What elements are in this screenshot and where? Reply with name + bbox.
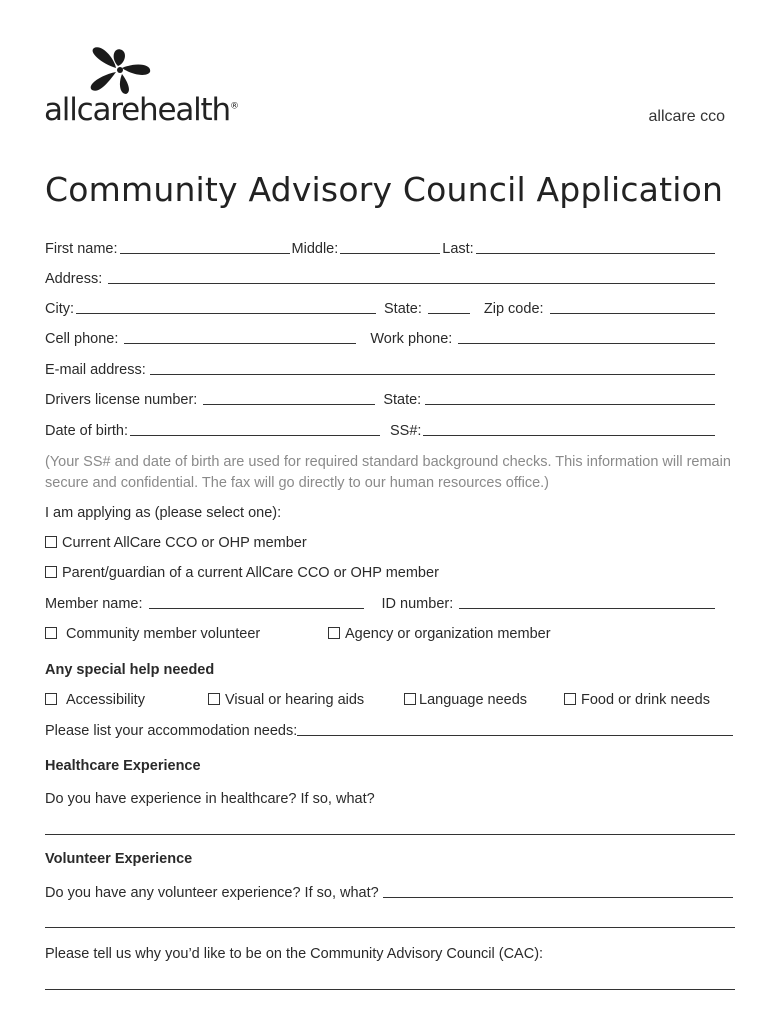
work-phone-field[interactable] bbox=[458, 329, 715, 344]
ss-label: SS#: bbox=[390, 423, 422, 439]
checkbox-icon[interactable] bbox=[45, 536, 57, 548]
member-row bbox=[45, 592, 717, 612]
checkbox-icon[interactable] bbox=[404, 693, 416, 705]
first-name-field[interactable] bbox=[120, 239, 290, 254]
option-label: Agency or organization member bbox=[345, 626, 551, 642]
volunteer-answer-field[interactable] bbox=[383, 883, 733, 898]
first-name-label: First name: bbox=[45, 241, 118, 257]
cell-phone-field[interactable] bbox=[124, 329, 356, 344]
checkbox-icon[interactable] bbox=[328, 627, 340, 639]
option-label: Parent/guardian of a current AllCare CCO or OHP member bbox=[62, 565, 439, 581]
dob-field[interactable] bbox=[130, 421, 380, 436]
member-name-field[interactable] bbox=[149, 594, 364, 609]
allcare-logo bbox=[44, 44, 244, 134]
accommodation-label: Please list your accommodation needs: bbox=[45, 723, 298, 739]
city-label: City: bbox=[45, 301, 74, 317]
applying-prompt: I am applying as (please select one): bbox=[45, 505, 282, 521]
healthcare-question: Do you have experience in healthcare? If so, what? bbox=[45, 791, 375, 807]
checkbox-icon[interactable] bbox=[45, 566, 57, 578]
email-label: E-mail address: bbox=[45, 362, 146, 378]
last-name-field[interactable] bbox=[476, 239, 715, 254]
option-label: Language needs bbox=[419, 692, 528, 708]
option-visual-hearing[interactable] bbox=[208, 692, 364, 708]
address-field[interactable] bbox=[108, 269, 715, 284]
state-field[interactable] bbox=[428, 299, 470, 314]
ss-field[interactable] bbox=[423, 421, 715, 436]
option-community-volunteer[interactable] bbox=[45, 626, 260, 642]
page-title: Community Advisory Council Application bbox=[45, 170, 724, 209]
zip-field[interactable] bbox=[550, 299, 715, 314]
accommodation-field[interactable] bbox=[297, 721, 733, 736]
drivers-license-field[interactable] bbox=[203, 390, 375, 405]
checkbox-icon[interactable] bbox=[564, 693, 576, 705]
registered-mark: ® bbox=[229, 101, 238, 112]
brand-name: allcare cco bbox=[648, 108, 725, 125]
healthcare-heading: Healthcare Experience bbox=[45, 758, 201, 774]
last-label: Last: bbox=[442, 241, 474, 257]
license-state-field[interactable] bbox=[425, 390, 715, 405]
option-agency-member[interactable] bbox=[328, 626, 551, 642]
flower-logo-icon bbox=[80, 44, 160, 96]
logo-text: allcarehealth bbox=[44, 92, 230, 128]
address-row bbox=[45, 267, 717, 287]
city-field[interactable] bbox=[76, 299, 376, 314]
volunteer-answer-line[interactable] bbox=[45, 927, 735, 928]
drivers-license-label: Drivers license number: bbox=[45, 392, 198, 408]
id-number-label: ID number: bbox=[381, 596, 454, 612]
option-label: Food or drink needs bbox=[581, 692, 710, 708]
state-label: State: bbox=[384, 301, 422, 317]
volunteer-heading: Volunteer Experience bbox=[45, 851, 193, 867]
phone-row bbox=[45, 327, 717, 347]
cell-phone-label: Cell phone: bbox=[45, 331, 119, 347]
option-accessibility[interactable] bbox=[45, 692, 145, 708]
healthcare-answer-line[interactable] bbox=[45, 834, 735, 835]
accommodation-row bbox=[45, 719, 735, 739]
email-field[interactable] bbox=[150, 360, 715, 375]
volunteer-question: Do you have any volunteer experience? If so, what? bbox=[45, 885, 379, 901]
option-label: Community member volunteer bbox=[66, 626, 261, 642]
license-state-label: State: bbox=[383, 392, 422, 408]
id-number-field[interactable] bbox=[459, 594, 715, 609]
option-parent-guardian[interactable] bbox=[45, 565, 439, 581]
work-phone-label: Work phone: bbox=[370, 331, 453, 347]
option-current-member[interactable] bbox=[45, 535, 307, 551]
middle-label: Middle: bbox=[291, 241, 339, 257]
option-label: Current AllCare CCO or OHP member bbox=[62, 535, 307, 551]
dob-label: Date of birth: bbox=[45, 423, 129, 439]
city-row bbox=[45, 297, 717, 317]
checkbox-icon[interactable] bbox=[45, 693, 57, 705]
option-label: Visual or hearing aids bbox=[225, 692, 365, 708]
option-language[interactable] bbox=[404, 692, 527, 708]
name-row bbox=[45, 237, 717, 257]
zip-label: Zip code: bbox=[483, 301, 544, 317]
checkbox-icon[interactable] bbox=[208, 693, 220, 705]
license-row bbox=[45, 388, 717, 408]
privacy-note: (Your SS# and date of birth are used for required standard background checks. This information will remain secure and confidential. The fax will go directly to our human resources office.) bbox=[45, 454, 731, 491]
member-name-label: Member name: bbox=[45, 596, 143, 612]
dob-row bbox=[45, 419, 717, 439]
cac-question: Please tell us why you’d like to be on the Community Advisory Council (CAC): bbox=[45, 946, 544, 962]
checkbox-icon[interactable] bbox=[45, 627, 57, 639]
option-label: Accessibility bbox=[66, 692, 145, 708]
volunteer-row bbox=[45, 881, 735, 901]
address-label: Address: bbox=[45, 271, 103, 287]
cac-answer-line[interactable] bbox=[45, 989, 735, 990]
middle-name-field[interactable] bbox=[340, 239, 440, 254]
special-help-heading: Any special help needed bbox=[45, 662, 215, 678]
option-food-drink[interactable] bbox=[564, 692, 710, 708]
email-row bbox=[45, 358, 717, 378]
